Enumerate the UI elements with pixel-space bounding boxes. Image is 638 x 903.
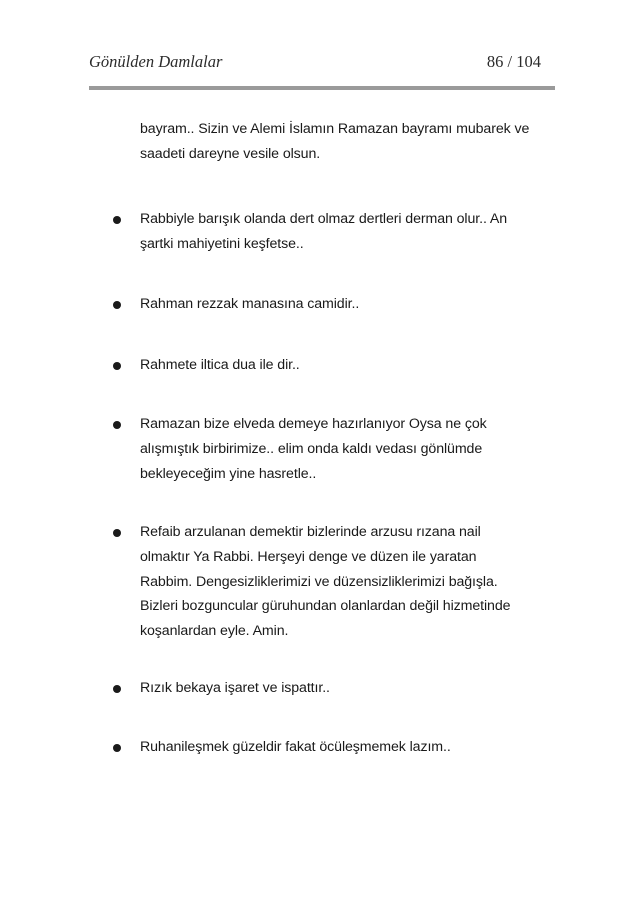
bullet-icon xyxy=(113,685,121,693)
text-line: saadeti dareyne vesile olsun. xyxy=(140,145,321,162)
list-item xyxy=(140,412,570,486)
bullet-icon xyxy=(113,529,121,537)
list-item xyxy=(140,676,570,701)
text-line: Rabbiyle barışık olanda dert olmaz dertleri derman olur.. An xyxy=(140,211,508,227)
text-line: alışmıştık birbirimize.. elim onda kaldı vedası gönlümde xyxy=(140,440,483,457)
text-line: Ramazan bize elveda demeye hazırlanıyor Oysa ne çok xyxy=(140,416,487,432)
list-item xyxy=(140,353,570,378)
text-line: Rızık bekaya işaret ve ispattır.. xyxy=(140,680,330,696)
list-item xyxy=(140,207,570,257)
text-line: olmaktır Ya Rabbi. Herşeyi denge ve düzen ile yaratan xyxy=(140,548,477,565)
list-item xyxy=(140,292,570,317)
bullet-icon xyxy=(113,362,121,370)
text-line: Refaib arzulanan demektir bizlerinde arzusu rızana nail xyxy=(140,524,481,540)
page-header xyxy=(89,52,555,80)
text-line: Rahman rezzak manasına camidir.. xyxy=(140,296,360,312)
intro-paragraph xyxy=(140,117,570,167)
text-line: şartki mahiyetini keşfetse.. xyxy=(140,235,304,252)
page-number: 86 / 104 xyxy=(486,52,541,71)
bullet-icon xyxy=(113,301,121,309)
list-item xyxy=(140,520,570,644)
text-line: koşanlardan eyle. Amin. xyxy=(140,623,289,640)
bullet-icon xyxy=(113,744,121,752)
header-divider xyxy=(89,86,555,90)
text-line: bayram.. Sizin ve Alemi İslamın Ramazan bayramı mubarek ve xyxy=(140,121,530,137)
bullet-icon xyxy=(113,421,121,429)
text-line: Rabbim. Dengesizliklerimizi ve düzensizliklerimizi bağışla. xyxy=(140,573,498,590)
document-title: Gönülden Damlalar xyxy=(89,52,223,71)
bullet-icon xyxy=(113,216,121,224)
text-line: Rahmete iltica dua ile dir.. xyxy=(140,357,300,373)
text-line: Ruhanileşmek güzeldir fakat öcüleşmemek lazım.. xyxy=(140,739,451,755)
text-line: bekleyeceğim yine hasretle.. xyxy=(140,465,317,482)
text-line: Bizleri bozguncular güruhundan olanlardan değil hizmetinde xyxy=(140,598,511,615)
list-item xyxy=(140,735,570,760)
